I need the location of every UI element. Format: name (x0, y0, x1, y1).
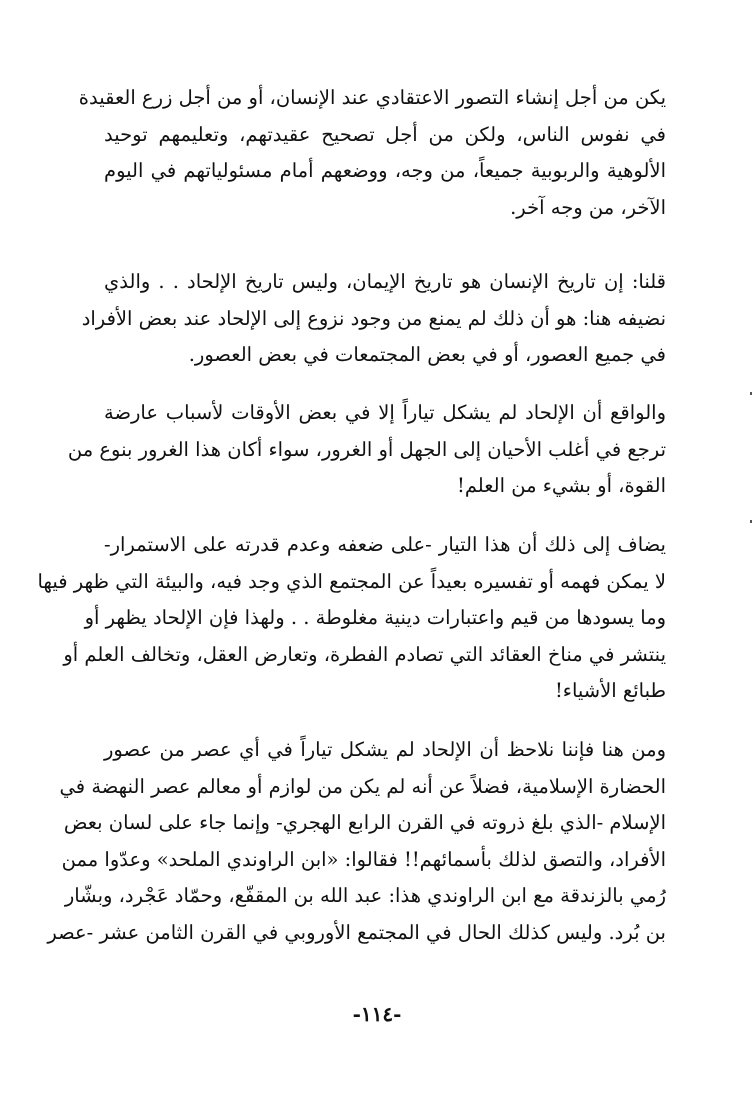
page-number: -١١٤- (352, 1002, 402, 1026)
paragraph-3 (67, 395, 666, 505)
text-line: ينتشر في مناخ العقائد التي تصادم الفطرة، وتعارض العقل، وتخالف العلم أو (63, 642, 666, 666)
text-line: لا يمكن فهمه أو تفسيره بعيداً عن المجتمع الذي وجد فيه، والبيئة التي ظهر فيها (37, 569, 666, 593)
text-line: والواقع أن الإلحاد لم يشكل تياراً إلا في بعض الأوقات لأسباب عارضة (104, 401, 666, 424)
text-line: نضيفه هنا: هو أن ذلك لم يمنع من وجود نزوع إلى الإلحاد عند بعض الأفراد (81, 306, 666, 330)
text-line: ومن هنا فإننا نلاحظ أن الإلحاد لم يشكل تياراً في أي عصر من عصور (104, 738, 666, 761)
paragraph-4 (37, 527, 666, 710)
scan-edge-mark (750, 392, 752, 395)
text-line: ترجع في أغلب الأحيان إلى الجهل أو الغرور، سواء أكان هذا الغرور بنوع من (67, 437, 666, 461)
paragraph-2 (81, 264, 666, 374)
text-line: يضاف إلى ذلك أن هذا التيار -على ضعفه وعدم قدرته على الاستمرار- (104, 533, 666, 556)
scan-edge-mark (750, 520, 752, 523)
text-line: طبائع الأشياء! (554, 679, 666, 702)
text-line: في جميع العصور، أو في بعض المجتمعات في بعض العصور. (188, 343, 666, 366)
text-line: القوة، أو بشيء من العلم! (456, 474, 666, 497)
text-line: في نفوس الناس، ولكن من أجل تصحيح عقيدتهم، وتعليمهم توحيد (104, 122, 666, 146)
text-line: قلنا: إن تاريخ الإنسان هو تاريخ الإيمان، وليس تاريخ الإلحاد . . والذي (104, 270, 666, 293)
text-line: الألوهية والربوبية جميعاً، من وجه، ووضعهم أمام مسئولياتهم في اليوم (104, 159, 666, 182)
text-line: وما يسودها من قيم واعتبارات دينية مغلوطة . . ولهذا فإن الإلحاد يظهر أو (84, 606, 666, 629)
text-line: الآخر، من وجه آخر. (510, 195, 666, 219)
text-line: الحضارة الإسلامية، فضلاً عن أنه لم يكن من لوازم أو معالم عصر النهضة في (59, 774, 666, 798)
text-line: الأفراد، والتصق لذلك بأسمائهم!! فقالوا: «ابن الراوندي الملحد» وعدّوا ممن (61, 847, 666, 871)
text-line: رُمي بالزندقة مع ابن الراوندي هذا: عبد الله بن المقفّع، وحمّاد عَجْرد، وبشّار (64, 884, 666, 907)
paragraph-1 (78, 80, 666, 226)
text-line: الإسلام -الذي بلغ ذروته في القرن الرابع الهجري- وإنما جاء على لسان بعض (63, 811, 666, 834)
text-line: يكن من أجل إنشاء التصور الاعتقادي عند الإنسان، أو من أجل زرع العقيدة (78, 86, 666, 109)
paragraph-5 (47, 732, 666, 951)
text-line: بن بُرد. وليس كذلك الحال في المجتمع الأوروبي في القرن الثامن عشر -عصر (47, 920, 666, 944)
